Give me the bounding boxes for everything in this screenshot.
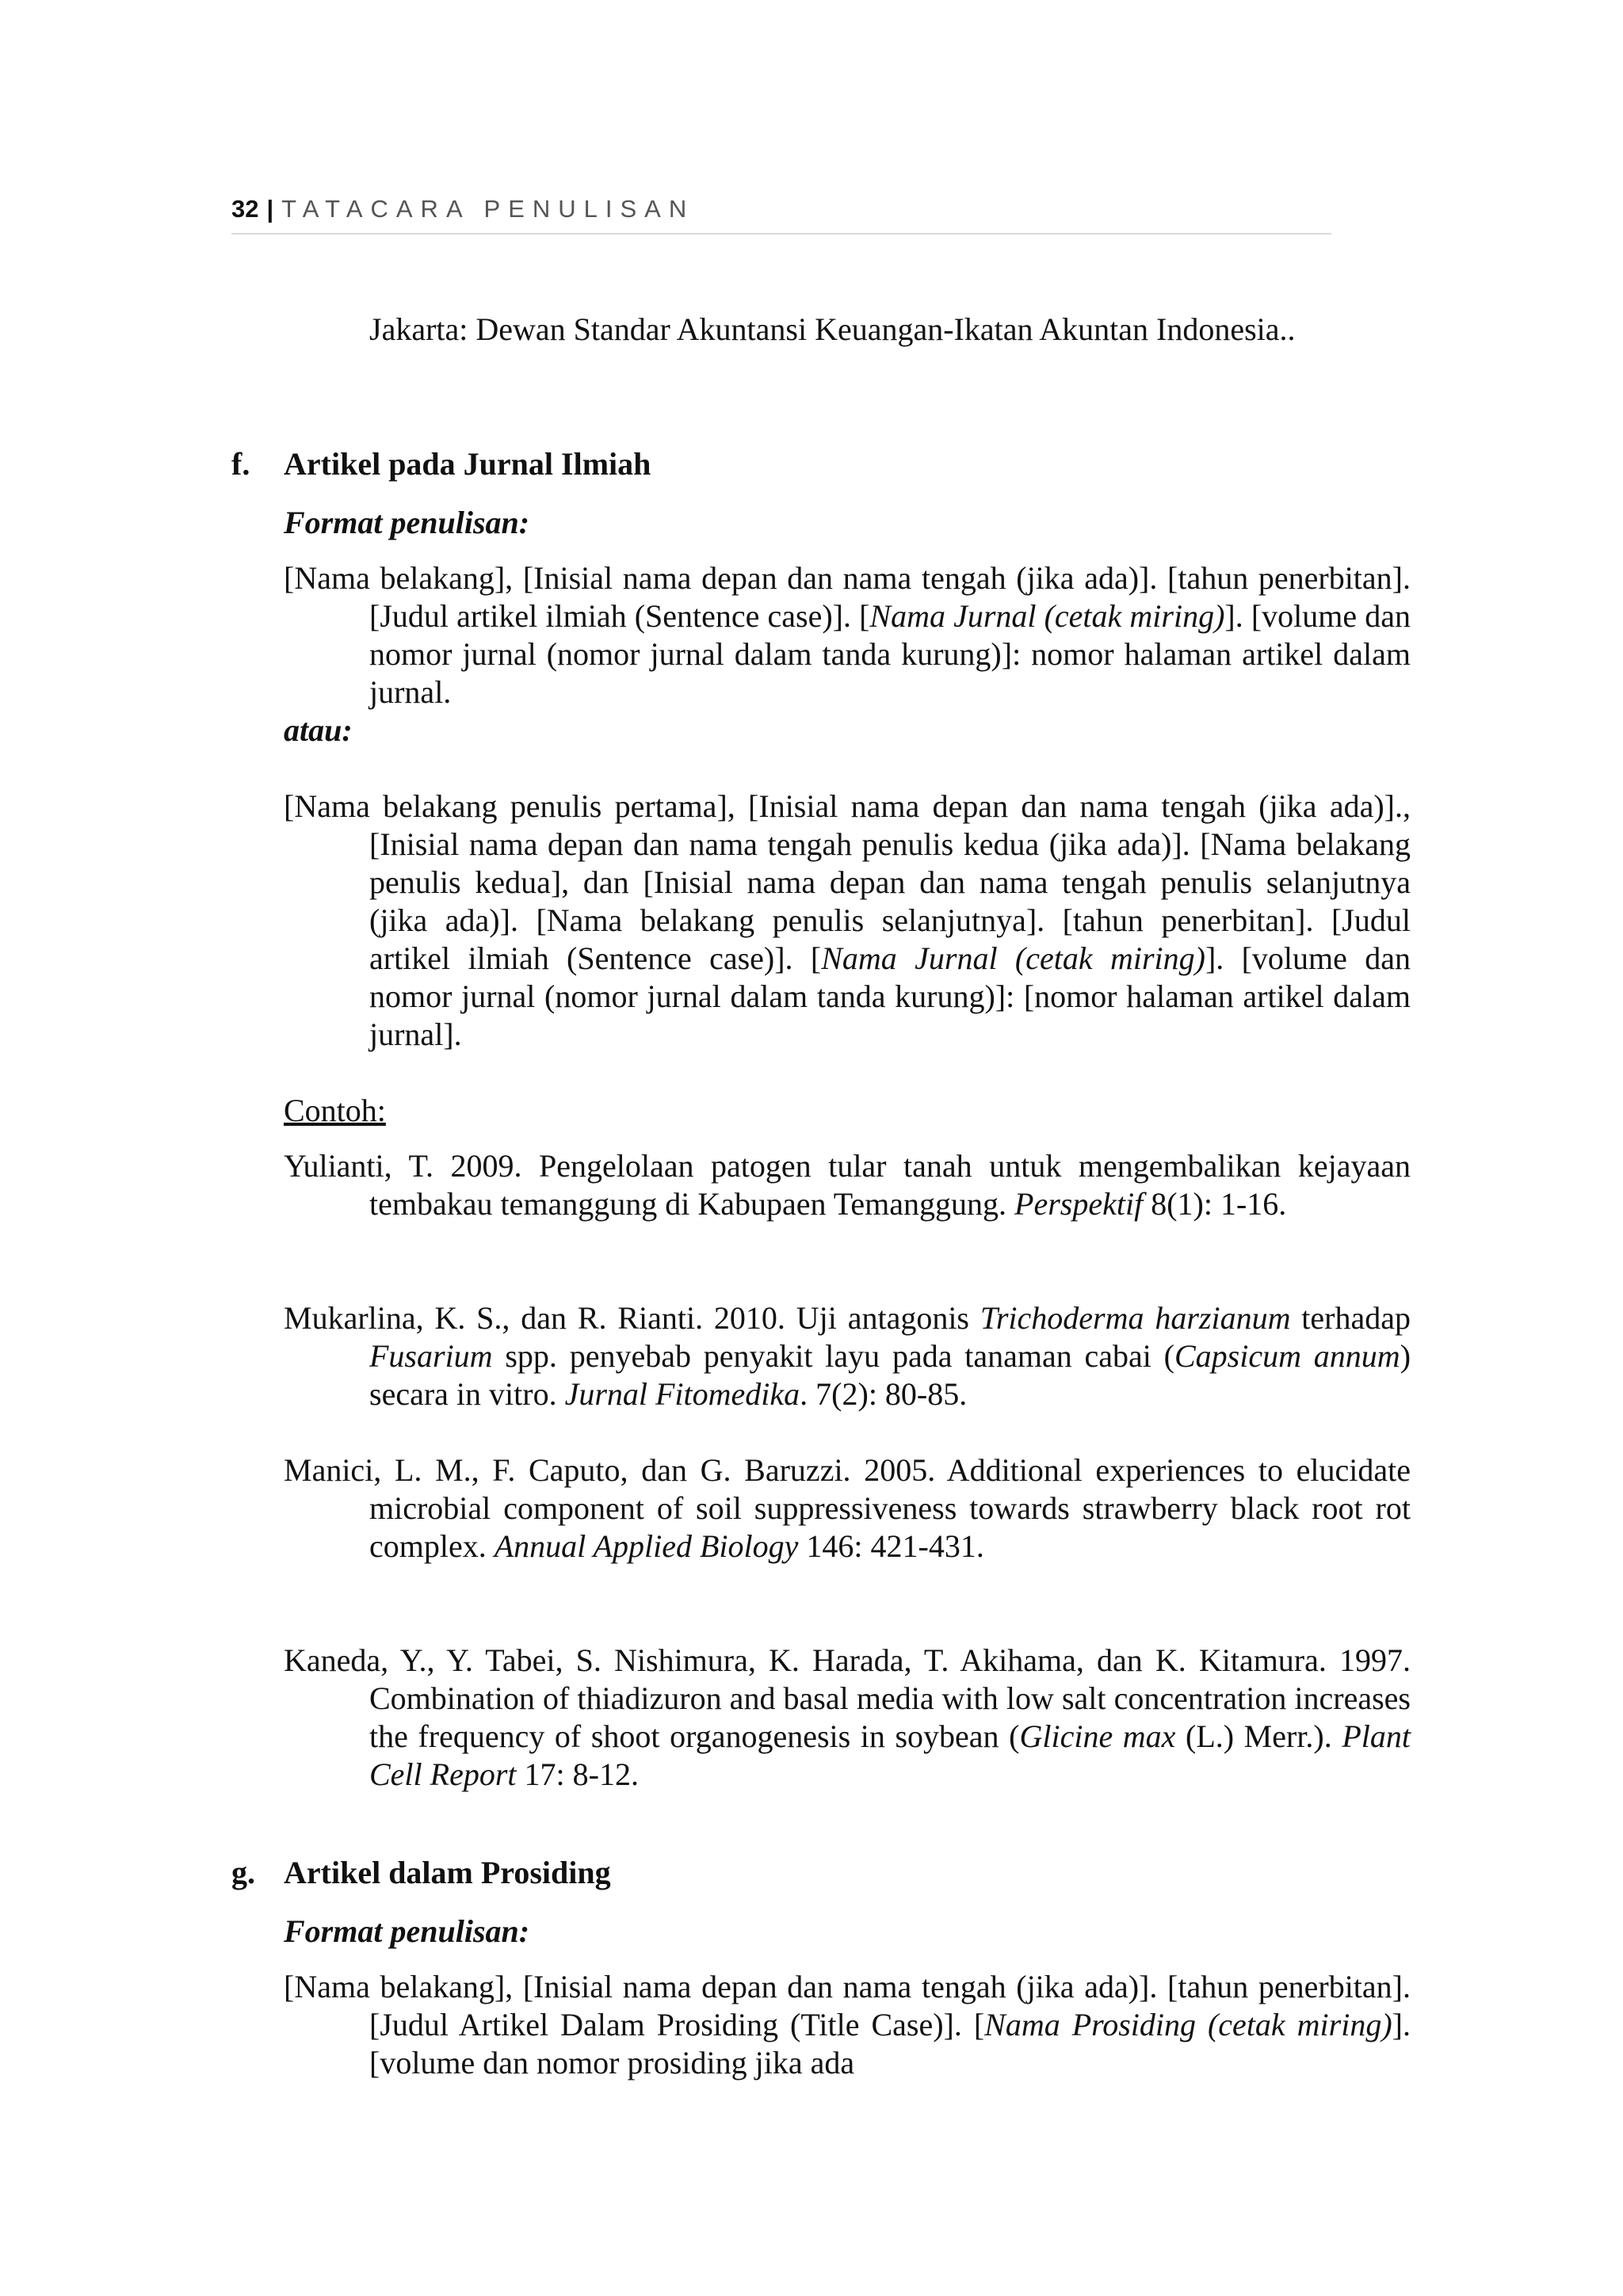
section-g-format-label: Format penulisan: (284, 1913, 530, 1949)
section-f-format-label: Format penulisan: (284, 505, 530, 540)
section-g-title: Artikel dalam Prosiding (284, 1855, 611, 1890)
section-f-or-label: atau: (284, 712, 353, 748)
section-f-letter: f. (231, 446, 250, 482)
intro-continuation: Jakarta: Dewan Standar Akuntansi Keuangan-Ikatan Akuntan Indonesia.. (369, 311, 1296, 347)
page-number: 32 (231, 195, 259, 223)
reference-item: Kaneda, Y., Y. Tabei, S. Nishimura, K. Harada, T. Akihama, dan K. Kitamura. 1997. Combination of thiadizuron and basal media with low salt concentration increases the frequency of shoot organogenesis in soybean (Glicine max (L.) Merr.). Plant Cell Report 17: 8-12. (284, 1642, 1411, 1792)
section-g-format-1: [Nama belakang], [Inisial nama depan dan nama tengah (jika ada)]. [tahun penerbitan]. [Judul Artikel Dalam Prosiding (Title Case)]. [Nama Prosiding (cetak miring)]. [volume dan nomor prosiding jika ada (284, 1969, 1411, 2081)
header-separator: | (266, 195, 274, 223)
section-f-example-label: Contoh: (284, 1093, 386, 1128)
section-g-heading (231, 1854, 611, 1892)
section-f-format-1: [Nama belakang], [Inisial nama depan dan nama tengah (jika ada)]. [tahun penerbitan]. [Judul artikel ilmiah (Sentence case)]. [Nama Jurnal (cetak miring)]. [volume dan nomor jurnal (nomor jurnal dalam tanda kurung)]: nomor halaman artikel dalam jurnal. (284, 560, 1411, 710)
page-header (231, 195, 1331, 235)
reference-item: Manici, L. M., F. Caputo, dan G. Baruzzi. 2005. Additional experiences to elucidate microbial component of soil suppressiveness towards strawberry black root rot complex. Annual Applied Biology 146: 421-431. (284, 1452, 1411, 1564)
section-f-heading (231, 445, 651, 483)
section-f-format-2: [Nama belakang penulis pertama], [Inisial nama depan dan nama tengah (jika ada)]., [Inisial nama depan dan nama tengah penulis kedua (jika ada)]. [Nama belakang penulis kedua], dan [Inisial nama depan dan nama tengah penulis selanjutnya (jika ada)]. [Nama belakang penulis selanjutnya]. [tahun penerbitan]. [Judul artikel ilmiah (Sentence case)]. [Nama Jurnal (cetak miring)]. [volume dan nomor jurnal (nomor jurnal dalam tanda kurung)]: [nomor halaman artikel dalam jurnal]. (284, 788, 1411, 1052)
reference-item: Mukarlina, K. S., dan R. Rianti. 2010. Uji antagonis Trichoderma harzianum terhadap Fusarium spp. penyebab penyakit layu pada tanaman cabai (Capsicum annum) secara in vitro. Jurnal Fitomedika. 7(2): 80-85. (284, 1300, 1411, 1412)
section-f-title: Artikel pada Jurnal Ilmiah (284, 446, 651, 482)
reference-item: Yulianti, T. 2009. Pengelolaan patogen tular tanah untuk mengembalikan kejayaan tembakau temanggung di Kabupaen Temanggung. Perspektif 8(1): 1-16. (284, 1148, 1411, 1222)
section-g-letter: g. (231, 1855, 255, 1890)
running-title: TATACARA PENULISAN (281, 195, 695, 223)
